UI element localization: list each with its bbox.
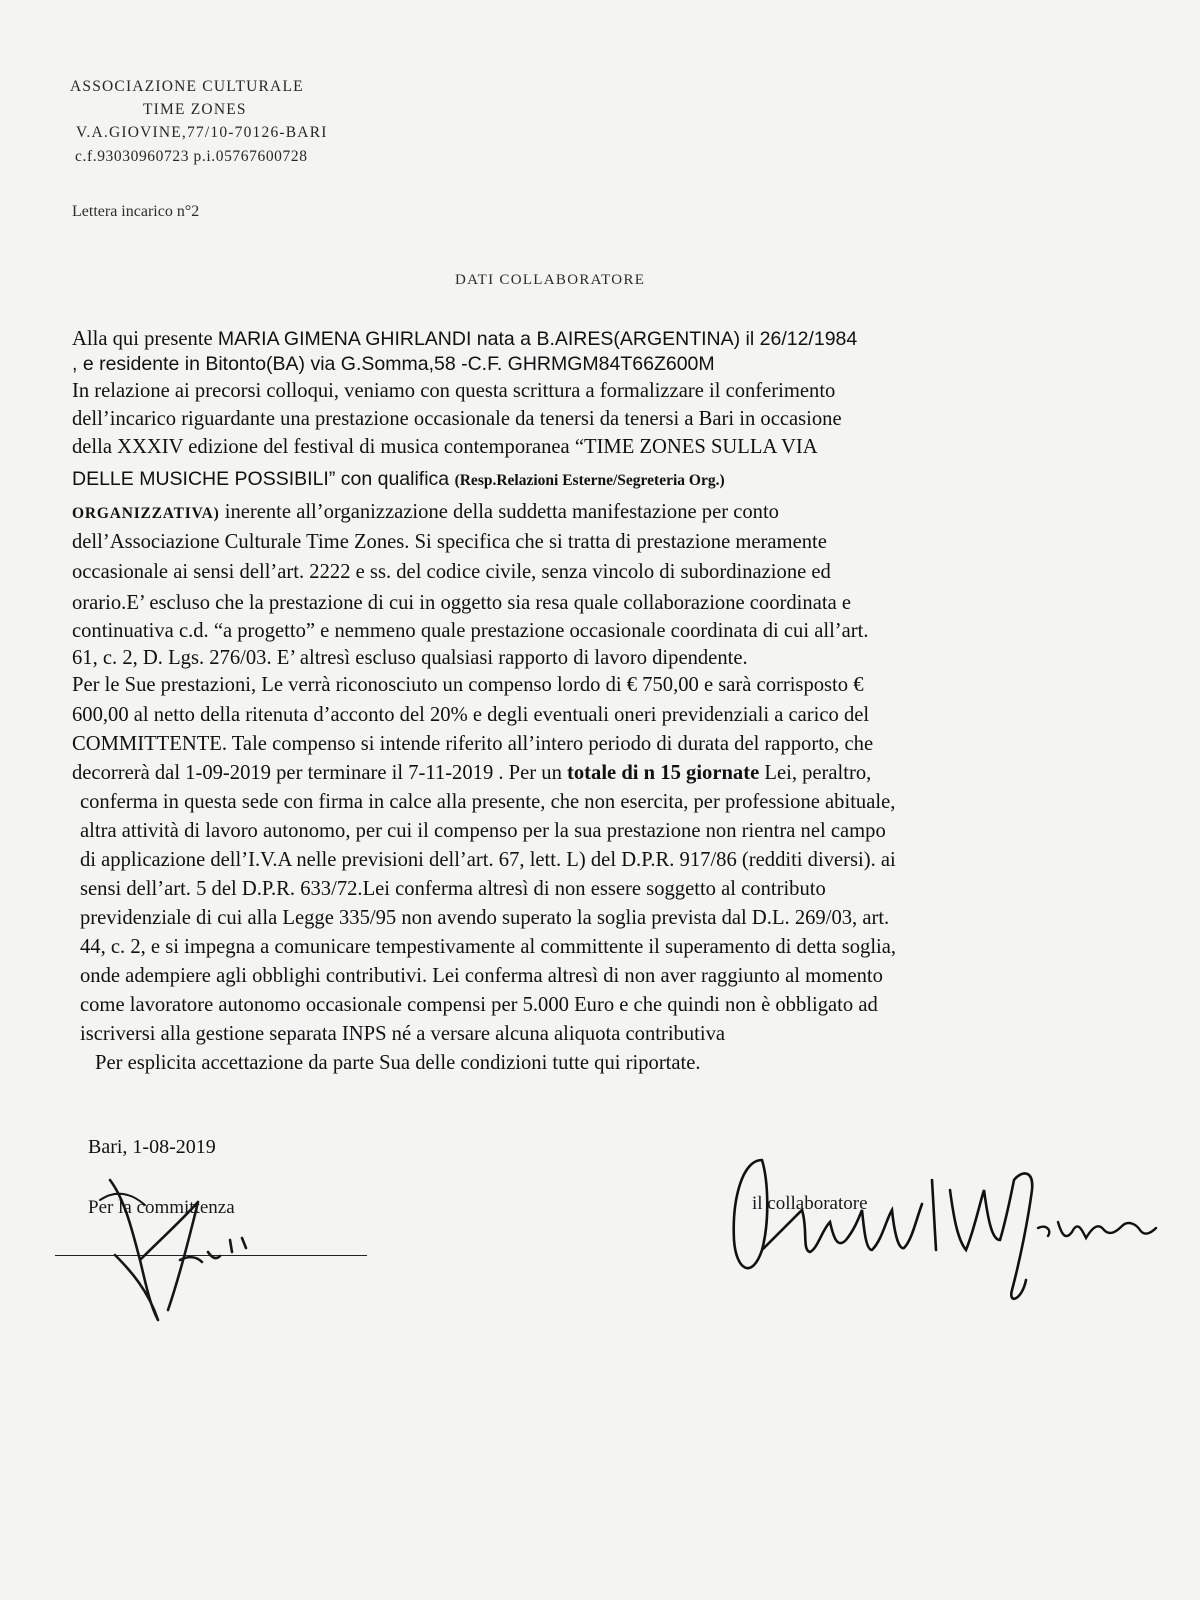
body-line: come lavoratore autonomo occasionale compensi per 5.000 Euro e che quindi non è obbligato ad bbox=[80, 994, 878, 1016]
body-line: di applicazione dell’I.V.A nelle previsioni dell’art. 67, lett. L) del D.P.R. 917/86 (redditi diversi). ai bbox=[80, 849, 896, 871]
org-subname: TIME ZONES bbox=[143, 101, 247, 118]
body-line: Alla qui presente MARIA GIMENA GHIRLANDI nata a B.AIRES(ARGENTINA) il 26/12/1984 bbox=[72, 328, 858, 350]
org-address: V.A.GIOVINE,77/10-70126-BARI bbox=[76, 124, 328, 141]
body-line: In relazione ai precorsi colloqui, veniamo con questa scrittura a formalizzare il conferimento bbox=[72, 380, 836, 402]
body-line: 61, c. 2, D. Lgs. 276/03. E’ altresì escluso qualsiasi rapporto di lavoro dipendente. bbox=[72, 647, 748, 669]
body-line: previdenziale di cui alla Legge 335/95 non avendo superato la soglia prevista dal D.L. 269/03, art. bbox=[80, 907, 890, 929]
body-line: COMMITTENTE. Tale compenso si intende riferito all’intero periodo di durata del rapporto, che bbox=[72, 733, 874, 755]
collaborator-name: MARIA GIMENA GHIRLANDI bbox=[217, 328, 472, 350]
body-line: dell’Associazione Culturale Time Zones. Si specifica che si tratta di prestazione meramente bbox=[72, 531, 827, 553]
collaboratore-label: il collaboratore bbox=[752, 1193, 868, 1214]
body-line: onde adempiere agli obblighi contributivi. Lei conferma altresì di non aver raggiunto al momento bbox=[80, 965, 883, 987]
org-fiscal-codes: c.f.93030960723 p.i.05767600728 bbox=[75, 148, 308, 165]
body-line: sensi dell’art. 5 del D.P.R. 633/72.Lei conferma altresì di non essere soggetto al contributo bbox=[80, 878, 826, 900]
committenza-signature bbox=[70, 1160, 280, 1330]
body-line: 44, c. 2, e si impegna a comunicare tempestivamente al committente il superamento di detta soglia, bbox=[80, 936, 897, 958]
body-line: della XXXIV edizione del festival di musica contemporanea “TIME ZONES SULLA VIA bbox=[72, 436, 818, 458]
org-name: ASSOCIAZIONE CULTURALE bbox=[70, 78, 304, 95]
body-line: DELLE MUSICHE POSSIBILI” con qualifica (Resp.Relazioni Esterne/Segreteria Org.) bbox=[72, 468, 725, 490]
committenza-label: Per la committenza bbox=[88, 1197, 235, 1218]
body-line: occasionale ai sensi dell’art. 2222 e ss. del codice civile, senza vincolo di subordinazione ed bbox=[72, 561, 831, 583]
body-line: Per esplicita accettazione da parte Sua delle condizioni tutte qui riportate. bbox=[95, 1052, 701, 1074]
body-line: , e residente in Bitonto(BA) via G.Somma,58 -C.F. GHRMGM84T66Z600M bbox=[72, 353, 715, 375]
body-line: dell’incarico riguardante una prestazione occasionale da tenersi da tenersi a Bari in occasione bbox=[72, 408, 842, 430]
total-days: totale di n 15 giornate bbox=[567, 762, 760, 784]
body-line: iscriversi alla gestione separata INPS né a versare alcuna aliquota contributiva bbox=[80, 1023, 726, 1045]
role-qualification: (Resp.Relazioni Esterne/Segreteria Org.) bbox=[454, 472, 725, 489]
body-line: conferma in questa sede con firma in calce alla presente, che non esercita, per professione abituale, bbox=[80, 791, 896, 813]
body-line: altra attività di lavoro autonomo, per cui il compenso per la sua prestazione non rientra nel campo bbox=[80, 820, 886, 842]
place-date: Bari, 1-08-2019 bbox=[88, 1136, 216, 1158]
body-line: ORGANIZZATIVA) inerente all’organizzazione della suddetta manifestazione per conto bbox=[72, 501, 779, 523]
body-line: decorrerà dal 1-09-2019 per terminare il 7-11-2019 . Per un totale di n 15 giornate Lei, peraltro, bbox=[72, 762, 872, 784]
collaboratore-signature bbox=[722, 1140, 1162, 1340]
section-title: DATI COLLABORATORE bbox=[455, 272, 646, 288]
body-line: continuativa c.d. “a progetto” e nemmeno quale prestazione occasionale coordinata di cui all’art. bbox=[72, 620, 869, 642]
body-line: orario.E’ escluso che la prestazione di cui in oggetto sia resa quale collaborazione coordinata e bbox=[72, 592, 851, 614]
body-line: Per le Sue prestazioni, Le verrà riconosciuto un compenso lordo di € 750,00 e sarà corrisposto € bbox=[72, 674, 864, 696]
body-line: 600,00 al netto della ritenuta d’acconto del 20% e degli eventuali oneri previdenziali a carico del bbox=[72, 704, 870, 726]
letter-reference: Lettera incarico n°2 bbox=[72, 203, 200, 220]
